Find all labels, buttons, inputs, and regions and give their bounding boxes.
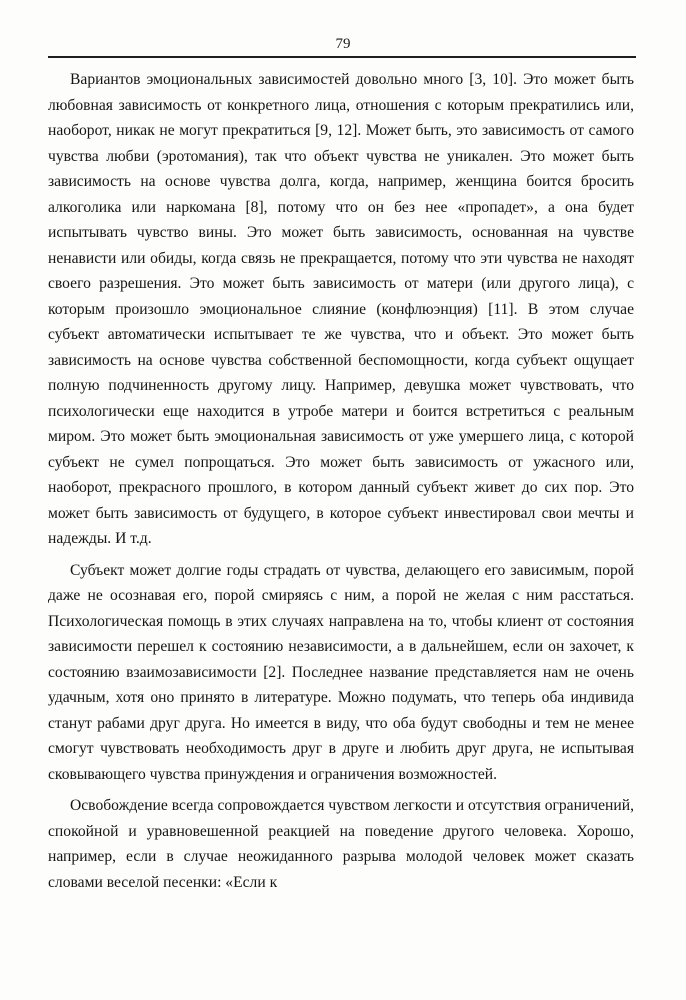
paragraph-2: Субъект может долгие годы страдать от чувства, делающего его зависимым, порой даже не осознавая его, порой смиряясь с ним, а порой не желая с ним расстаться. Психологическая помощь в этих случаях направлена на то, чтобы клиент от состояния зависимости перешел к состоянию независимости, а в дальнейшем, если он захочет, к состоянию взаимозависимости [2]. Последнее название представляется нам не очень удачным, хотя оно принято в литературе. Можно подумать, что теперь оба индивида станут рабами друг друга. Но имеется в виду, что оба будут свободны и тем не менее смогут чувствовать необходимость друг в друге и любить друг друга, не испытывая сковывающего чувства принуждения и ограничения возможностей.: [48, 561, 634, 783]
body-text: [48, 67, 634, 895]
paragraph-1: Вариантов эмоциональных зависимостей довольно много [3, 10]. Это может быть любовная зависимость от конкретного лица, отношения с которым прекратились или, наоборот, никак не могут прекратиться [9, 12]. Может быть, это зависимость от самого чувства любви (эротомания), так что объект чувства не уникален. Это может быть зависимость на основе чувства долга, когда, например, женщина боится бросить алкоголика или наркомана [8], потому что он без нее «пропадет», а она будет испытывать чувство вины. Это может быть зависимость, основанная на чувстве ненависти или обиды, когда связь не прекращается, потому что эти чувства не находят своего разрешения. Это может быть зависимость от матери (или другого лица), с которым произошло эмоциональное слияние (конфлюэнция) [11]. В этом случае субъект автоматически испытывает те же чувства, что и объект. Это может быть зависимость на основе чувства собственной беспомощности, когда субъект ощущает полную подчиненность другому лицу. Например, девушка может чувствовать, что психологически еще находится в утробе матери и боится встретиться с реальным миром. Это может быть эмоциональная зависимость от уже умершего лица, с которой субъект не сумел попрощаться. Это может быть зависимость от ужасного или, наоборот, прекрасного прошлого, в котором данный субъект живет до сих пор. Это может быть зависимость от будущего, в которое субъект инвестировал свои мечты и надежды. И т.д.: [48, 71, 634, 547]
page-number: 79: [335, 36, 351, 52]
header-rule: [48, 56, 636, 58]
paragraph-3: Освобождение всегда сопровождается чувством легкости и отсутствия ограничений, спокойной и уравновешенной реакцией на поведение другого человека. Хорошо, например, если в случае неожиданного разрыва молодой человек может сказать словами веселой песенки: «Если к: [48, 797, 634, 891]
